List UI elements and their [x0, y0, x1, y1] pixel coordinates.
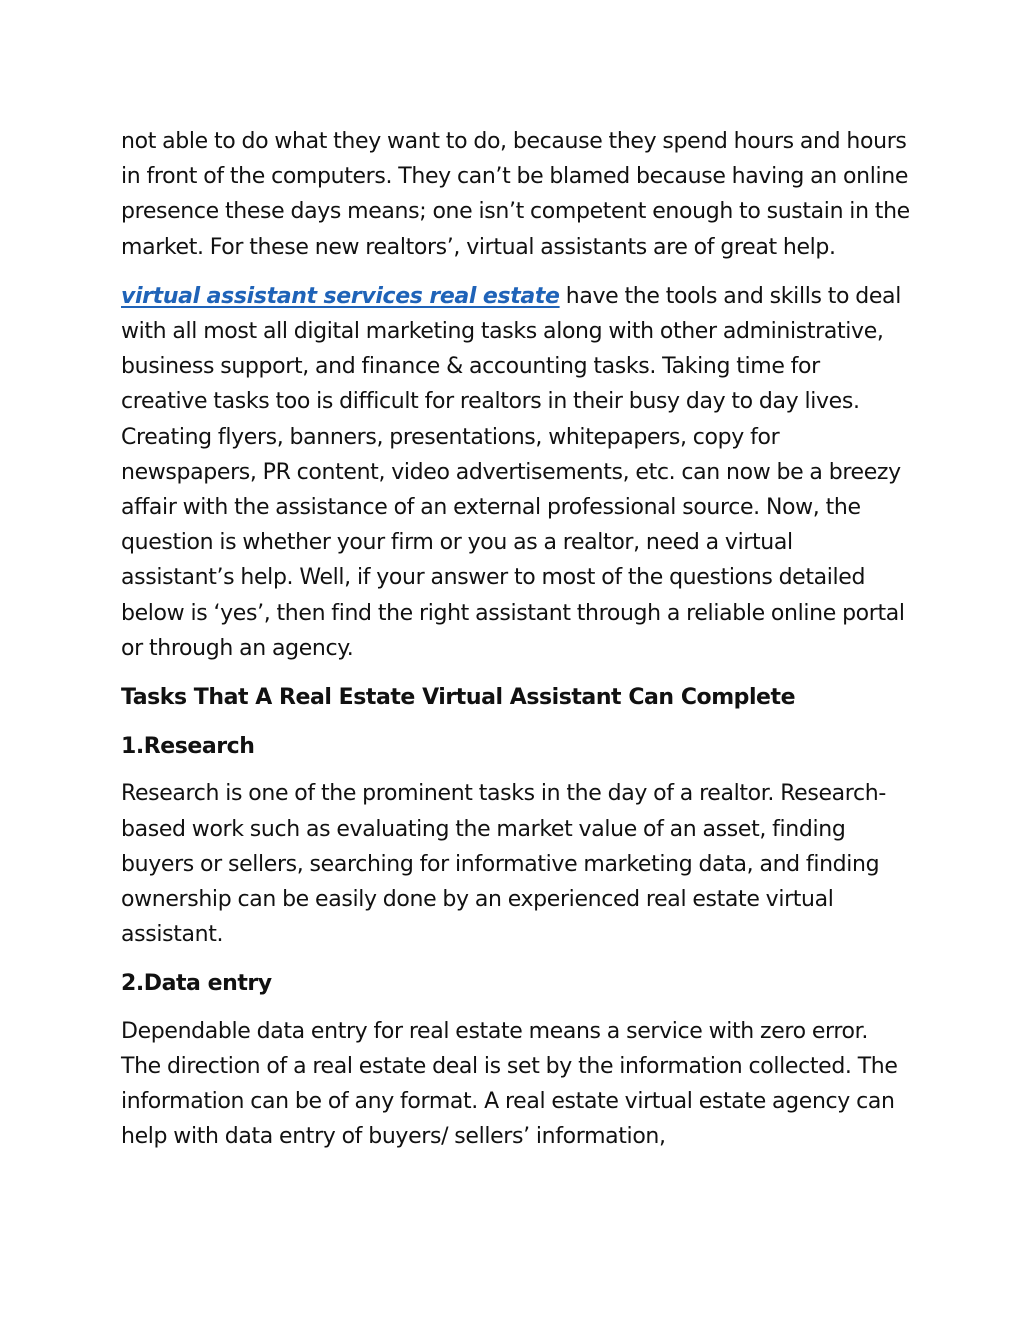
tasks-heading: Tasks That A Real Estate Virtual Assistant Can Complete: [121, 685, 796, 711]
data-entry-heading: 2.Data entry: [121, 971, 272, 997]
services-paragraph: [121, 279, 911, 666]
research-paragraph: Research is one of the prominent tasks in the day of a realtor. Research-based work such as evaluating the market value of an asset, finding buyers or sellers, searching for informative marketing data, and finding ownership can be easily done by an experienced real estate virtual assistant.: [121, 781, 886, 948]
intro-paragraph: not able to do what they want to do, because they spend hours and hours in front of the computers. They can’t be blamed because having an online presence these days means; one isn’t competent enough to sustain in the market. For these new realtors’, virtual assistants are of great help.: [121, 129, 910, 260]
virtual-assistant-services-link[interactable]: virtual assistant services real estate: [121, 283, 560, 309]
data-entry-paragraph: Dependable data entry for real estate means a service with zero error. The direction of a real estate deal is set by the information collected. The information can be of any format. A real estate virtual estate agency can help with data entry of buyers/ sellers’ information,: [121, 1018, 898, 1150]
research-heading: 1.Research: [121, 734, 255, 760]
services-paragraph-text: have the tools and skills to deal with all most all digital marketing tasks along with other administrative, business support, and finance & accounting tasks. Taking time for creative tasks too is difficult for realtors in their busy day to day lives. Creating flyers, banners, presentations, whitepapers, copy for newspapers, PR content, video advertisements, etc. can now be a breezy affair with the assistance of an external professional source. Now, the question is whether your firm or you as a realtor, need a virtual assistant’s help. Well, if your answer to most of the questions detailed below is ‘yes’, then find the right assistant through a reliable online portal or through an agency.: [121, 283, 905, 661]
document-page: [121, 124, 911, 1154]
